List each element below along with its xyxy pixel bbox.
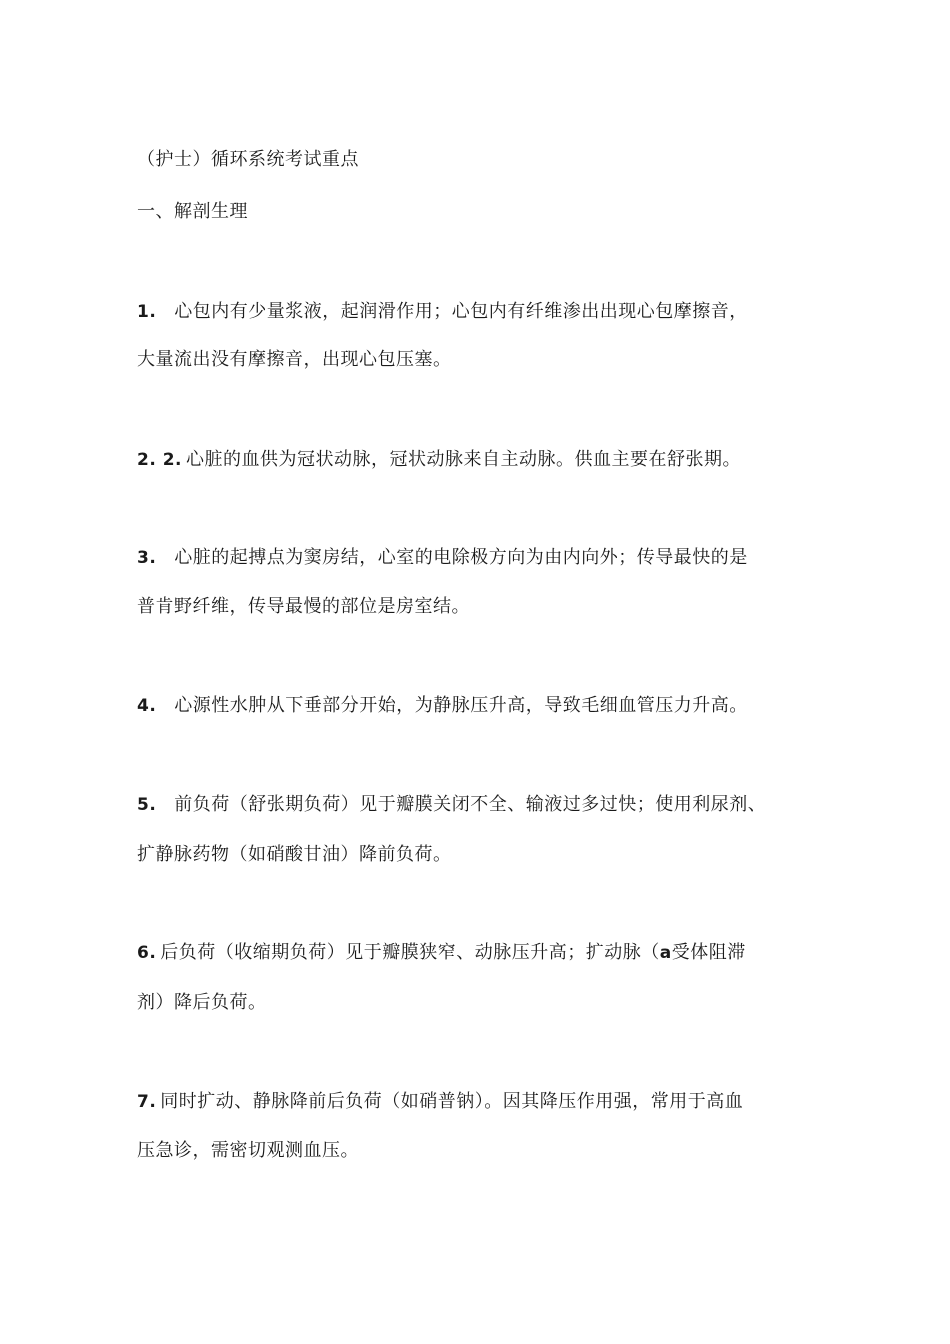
item-text-continued: 受体阻滞	[671, 942, 746, 963]
item-text: 心源性水肿从下垂部分开始，为静脉压升高，导致毛细血管压力升高。	[174, 695, 748, 716]
item-number: 2. 2.	[137, 450, 182, 470]
document-title: （护士）循环系统考试重点	[137, 149, 359, 170]
list-item-2-line-1	[137, 448, 741, 472]
item-text: 前负荷（舒张期负荷）见于瓣膜关闭不全、输液过多过快；使用利尿剂、	[174, 794, 767, 815]
list-item-1-line-2: 大量流出没有摩擦音，出现心包压塞。	[137, 349, 452, 370]
item-number: 1.	[137, 302, 157, 322]
list-item-6-line-1	[137, 941, 746, 965]
list-item-1-line-1	[137, 300, 748, 324]
item-text: 心包内有少量浆液，起润滑作用；心包内有纤维渗出出现心包摩擦音，	[174, 301, 748, 322]
item-text-alpha: a	[659, 943, 672, 963]
section-heading: 一、解剖生理	[137, 201, 248, 222]
list-item-5-line-2: 扩静脉药物（如硝酸甘油）降前负荷。	[137, 844, 452, 865]
item-number: 6.	[137, 943, 157, 963]
item-text: 同时扩动、静脉降前后负荷（如硝普钠）。因其降压作用强，常用于高血	[160, 1091, 744, 1112]
list-item-5-line-1	[137, 793, 766, 817]
item-number: 5.	[137, 795, 157, 815]
list-item-3-line-1	[137, 546, 748, 570]
item-text: 心脏的起搏点为窦房结，心室的电除极方向为由内向外；传导最快的是	[174, 547, 748, 568]
item-number: 3.	[137, 548, 157, 568]
list-item-7-line-2: 压急诊，需密切观测血压。	[137, 1140, 359, 1161]
list-item-3-line-2: 普肯野纤维，传导最慢的部位是房室结。	[137, 596, 470, 617]
item-number: 4.	[137, 696, 157, 716]
list-item-7-line-1	[137, 1090, 743, 1114]
list-item-6-line-2: 剂）降后负荷。	[137, 992, 267, 1013]
item-text: 心脏的血供为冠状动脉，冠状动脉来自主动脉。供血主要在舒张期。	[186, 449, 741, 470]
item-number: 7.	[137, 1092, 157, 1112]
item-text: 后负荷（收缩期负荷）见于瓣膜狭窄、动脉压升高；扩动脉（	[160, 942, 660, 963]
list-item-4-line-1	[137, 694, 748, 718]
